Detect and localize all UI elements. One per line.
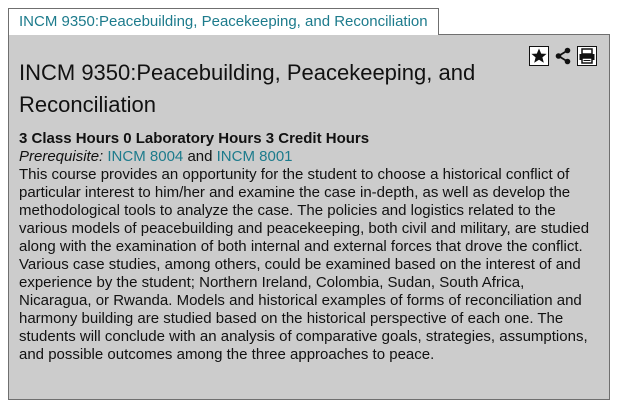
star-icon[interactable] [529,46,549,66]
share-icon[interactable] [553,46,573,66]
print-icon[interactable] [577,46,597,66]
course-tab[interactable]: INCM 9350:Peacebuilding, Peacekeeping, and Reconciliation [8,8,439,35]
toolbar [529,46,597,66]
course-description: This course provides an opportunity for the student to choose a historical conflict of particular interest to him/her and examine the case in-depth, as well as develop the methodological tools to analyze the case. The policies and logistics related to the various models of peacebuilding and peacekeeping, both civil and military, are studied along with the examination of both internal and external forces that drove the conflict. Various case studies, among others, could be examined based on the interest of and experience by the student; Northern Ireland, Colombia, Sudan, South Africa, Nicaragua, or Rwanda. Models and historical examples of forms of reconciliation and harmony building are studied based on the historical perspective of each one. The students will conclude with an analysis of comparative goals, strategies, assumptions, and possible outcomes among the three approaches to peace. [19,166,590,363]
prerequisite-link-incm-8004[interactable]: INCM 8004 [107,148,184,165]
prerequisite-link-incm-8001[interactable]: INCM 8001 [216,148,293,165]
prerequisite-line [19,148,293,166]
course-title: INCM 9350:Peacebuilding, Peacekeeping, and Reconciliation [19,60,476,117]
prerequisite-label: Prerequisite: [19,148,104,165]
course-panel [8,34,610,400]
prerequisite-conjunction: and [187,148,213,165]
course-hours: 3 Class Hours 0 Laboratory Hours 3 Credit Hours [19,130,370,147]
